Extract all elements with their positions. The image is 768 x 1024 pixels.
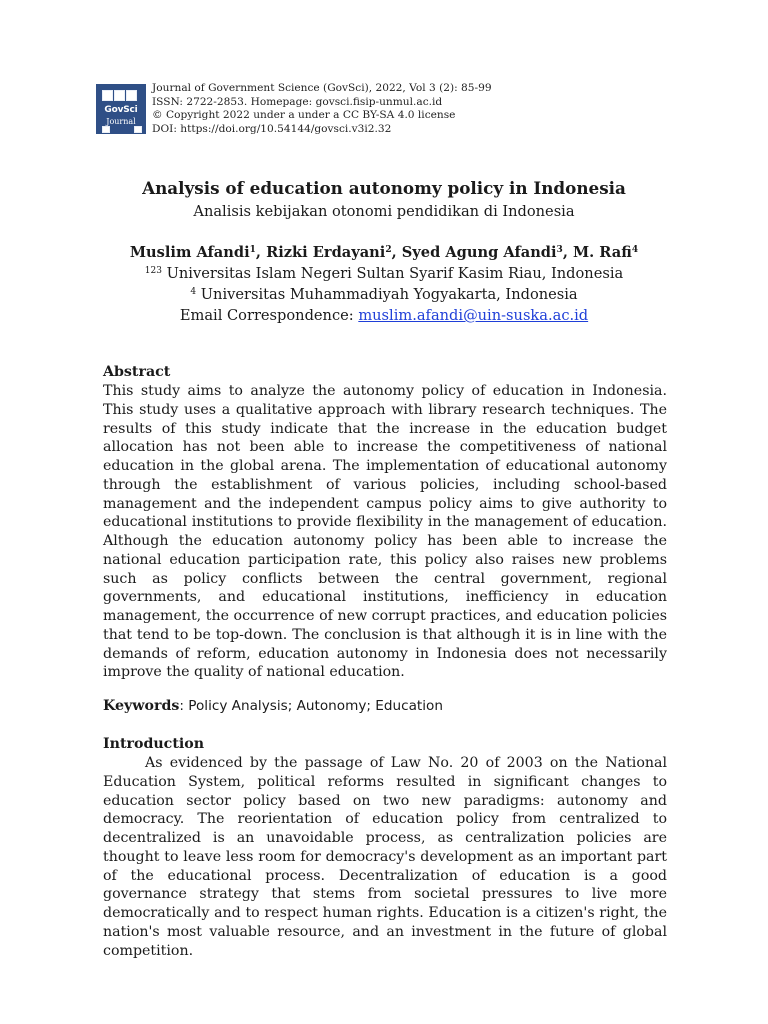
affiliation-text: Universitas Islam Negeri Sultan Syarif Kasim Riau, Indonesia <box>166 265 624 282</box>
affiliation-2 <box>0 286 768 303</box>
journal-header <box>96 82 656 138</box>
author-name: Rizki Erdayani <box>266 244 386 261</box>
affiliation-1 <box>0 265 768 282</box>
keywords-text: : Policy Analysis; Autonomy; Education <box>179 698 443 714</box>
journal-info <box>152 82 492 136</box>
logo-text-govsci: GovSci <box>104 105 138 115</box>
author-name: M. Rafi <box>572 244 632 261</box>
paper-subtitle: Analisis kebijakan otonomi pendidikan di Indonesia <box>193 203 575 220</box>
email-correspondence <box>0 307 768 324</box>
affiliation-sup: 123 <box>144 266 162 276</box>
paper-title: Analysis of education autonomy policy in Indonesia <box>142 178 626 198</box>
journal-copyright: © Copyright 2022 under a under a CC BY-SA 4.0 license <box>152 109 456 122</box>
email-link[interactable]: muslim.afandi@uin-suska.ac.id <box>358 307 589 324</box>
abstract-text: This study aims to analyze the autonomy policy of education in Indonesia. This study uses a qualitative approach with library research techniques. The results of this study indicate that the increase in the education budget allocation has not been able to increase the competitiveness of national education in the global arena. The implementation of educational autonomy through the establishment of various policies, including school-based management and the independent campus policy aims to give authority to educational institutions to provide flexibility in the management of education. Although the education autonomy policy has been able to increase the national education participation rate, this policy also raises new problems such as policy conflicts between the central government, regional governments, and educational institutions, inefficiency in education management, the occurrence of new corrupt practices, and education policies that tend to be top-down. The conclusion is that although it is in line with the demands of reform, education autonomy in Indonesia does not necessarily improve the quality of national education. <box>103 383 667 681</box>
keywords-line <box>103 698 443 714</box>
journal-citation: Journal of Government Science (GovSci), 2022, Vol 3 (2): 85-99 <box>152 82 492 94</box>
journal-issn: ISSN: 2722-2853. Homepage: govsci.fisip-unmul.ac.id <box>152 95 443 108</box>
author-sup: 1 <box>249 245 256 255</box>
author-sup: 2 <box>385 245 392 255</box>
journal-doi: DOI: https://doi.org/10.54144/govsci.v3i2.32 <box>152 122 392 135</box>
author-sup: 3 <box>556 245 563 255</box>
author-name: Muslim Afandi <box>129 244 250 261</box>
author-sup: 4 <box>631 245 639 255</box>
logo-text-journal: Journal <box>106 117 136 126</box>
affiliation-text: Universitas Muhammadiyah Yogyakarta, Indonesia <box>200 286 578 303</box>
abstract-heading: Abstract <box>103 364 171 380</box>
email-label: Email Correspondence: <box>179 307 354 324</box>
author-name: Syed Agung Afandi <box>401 244 557 261</box>
introduction-heading: Introduction <box>103 736 205 752</box>
author-list: Muslim Afandi$^1$, Rizki Erdayani$^2$, Syed Agung Afandi$^3$, M. Rafi$^4$ <box>129 244 639 261</box>
affiliation-sup: 4 <box>190 287 197 297</box>
govsci-logo <box>96 84 146 134</box>
keywords-label: Keywords <box>103 698 180 714</box>
introduction-text: As evidenced by the passage of Law No. 20 of 2003 on the National Education System, political reforms resulted in significant changes to education sector policy based on two new paradigms: autonomy and democracy. The reorientation of education policy from centralized to decentralized is an unavoidable process, as centralization policies are thought to leave less room for democracy's development as an important part of the educational process. Decentralization of education is a good governance strategy that stems from societal pressures to live more democratically and to respect human rights. Education is a citizen's right, the nation's most valuable resource, and an investment in the future of global competition. <box>103 755 667 959</box>
